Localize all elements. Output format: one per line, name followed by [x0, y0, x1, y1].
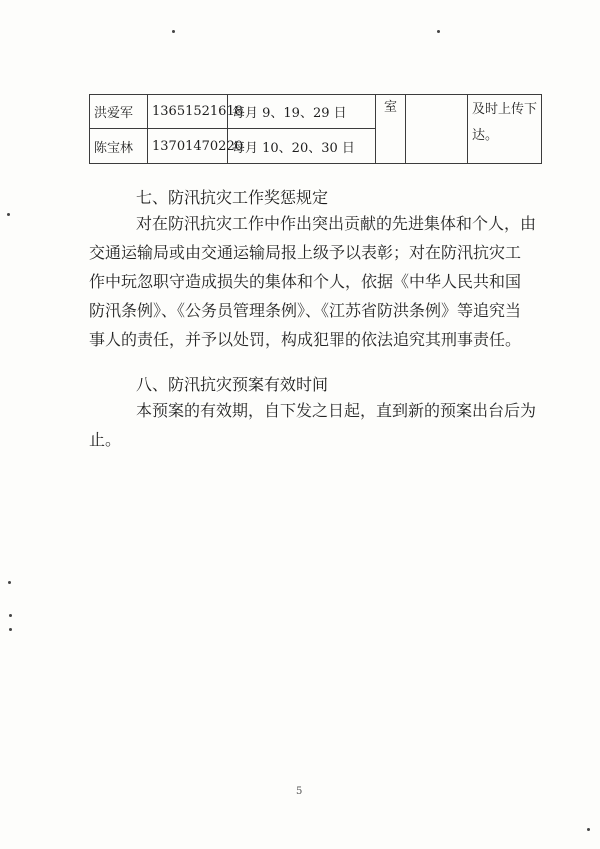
- cell-empty: [406, 95, 468, 164]
- section-7-line: 交通运输局或由交通运输局报上级予以表彰；对在防汛抗灾工: [89, 243, 522, 262]
- cell-note: 及时上传下达。: [468, 95, 542, 164]
- section-8-line: 止。: [89, 430, 122, 449]
- section-8-line: 本预案的有效期，自下发之日起，直到新的预案出台后为: [136, 401, 537, 420]
- cell-room: 室: [376, 95, 406, 164]
- section-7-line: 作中玩忽职守造成损失的集体和个人，依据《中华人民共和国: [89, 272, 522, 291]
- section-7-line: 防汛条例》、《公务员管理条例》、《江苏省防洪条例》等追究当: [89, 301, 522, 320]
- duty-roster-table: [89, 94, 542, 164]
- scan-speck: [437, 30, 440, 33]
- scan-speck: [8, 581, 11, 584]
- cell-name: 洪爱军: [90, 95, 148, 129]
- scan-speck: [172, 30, 175, 33]
- page-number: 5: [296, 786, 303, 797]
- scan-speck: [9, 614, 12, 617]
- cell-phone: 13701470220: [148, 129, 228, 164]
- cell-phone: 13651521618: [148, 95, 228, 129]
- section-7-line: 对在防汛抗灾工作中作出突出贡献的先进集体和个人，由: [136, 214, 537, 233]
- section-7-heading: 七、防汛抗灾工作奖惩规定: [136, 188, 329, 207]
- scan-speck: [9, 628, 12, 631]
- section-7-line: 事人的责任，并予以处罚，构成犯罪的依法追究其刑事责任。: [89, 330, 522, 349]
- cell-schedule: 每月 9、19、29 日: [228, 95, 376, 129]
- cell-schedule: 每月 10、20、30 日: [228, 129, 376, 164]
- section-8-heading: 八、防汛抗灾预案有效时间: [136, 375, 329, 394]
- cell-name: 陈宝林: [90, 129, 148, 164]
- table-row: [90, 95, 542, 129]
- scan-speck: [587, 828, 590, 831]
- scan-speck: [7, 213, 10, 216]
